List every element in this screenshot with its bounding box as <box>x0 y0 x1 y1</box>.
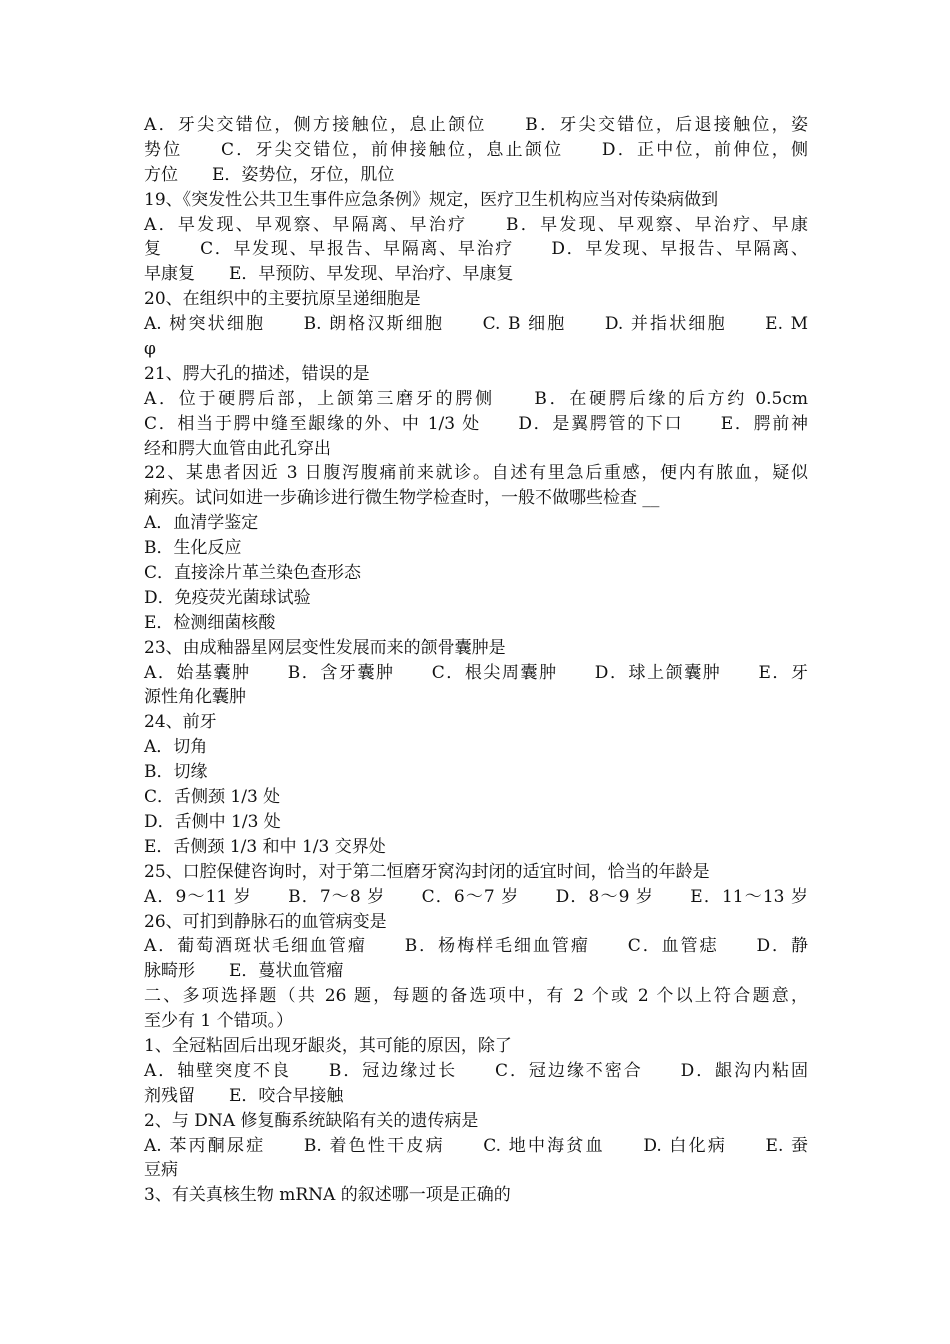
text-line: 痢疾。试问如进一步确诊进行微生物学检查时，一般不做哪些检查 __ <box>144 488 660 509</box>
text-line: A. 苯丙酮尿症 B. 着色性干皮病 C. 地中海贫血 D. 白化病 E. 蚕 <box>144 1135 808 1156</box>
document-body <box>144 113 808 1208</box>
text-line: A．始基囊肿 B．含牙囊肿 C．根尖周囊肿 D．球上颌囊肿 E．牙 <box>144 662 808 683</box>
text-line: 1、全冠粘固后出现牙龈炎，其可能的原因，除了 <box>144 1035 512 1056</box>
text-line: 剂残留 E．咬合早接触 <box>144 1085 344 1106</box>
text-line: 2、与 DNA 修复酶系统缺陷有关的遗传病是 <box>144 1110 479 1131</box>
text-line: B．切缘 <box>144 762 208 783</box>
text-line: C．相当于腭中缝至龈缘的外、中 1/3 处 D．是翼腭管的下口 E．腭前神 <box>144 413 808 434</box>
text-line: 26、可扪到静脉石的血管病变是 <box>144 911 387 932</box>
text-line: 早康复 E．早预防、早发现、早治疗、早康复 <box>144 264 514 285</box>
text-line: 势位 C．牙尖交错位，前伸接触位，息止颌位 D．正中位，前伸位，侧 <box>144 139 808 160</box>
text-line: A．牙尖交错位，侧方接触位，息止颌位 B．牙尖交错位，后退接触位，姿 <box>144 115 808 135</box>
text-line: A. 树突状细胞 B. 朗格汉斯细胞 C. B 细胞 D. 并指状细胞 E. M <box>144 314 808 335</box>
text-line: E．检测细菌核酸 <box>144 612 276 633</box>
text-line: E．舌侧颈 1/3 和中 1/3 交界处 <box>144 836 386 857</box>
text-line: B．生化反应 <box>144 538 242 559</box>
text-line: 19、《突发性公共卫生事件应急条例》规定，医疗卫生机构应当对传染病做到 <box>144 189 719 210</box>
text-line: A．切角 <box>144 737 208 758</box>
text-line: C．舌侧颈 1/3 处 <box>144 787 281 808</box>
text-line: 23、由成釉器星网层变性发展而来的颌骨囊肿是 <box>144 637 506 658</box>
text-line: A．9～11 岁 B．7～8 岁 C．6～7 岁 D．8～9 岁 E．11～13 岁 <box>144 886 808 907</box>
text-line: 豆病 <box>144 1160 178 1181</box>
text-line: 脉畸形 E．蔓状血管瘤 <box>144 961 344 982</box>
text-line: A．轴壁突度不良 B．冠边缘过长 C．冠边缘不密合 D．龈沟内粘固 <box>144 1060 808 1081</box>
text-line: 源性角化囊肿 <box>144 687 246 708</box>
text-line: 24、前牙 <box>144 712 217 733</box>
text-line: A．葡萄酒斑状毛细血管瘤 B．杨梅样毛细血管瘤 C．血管痣 D．静 <box>144 936 808 957</box>
text-line: 至少有 1 个错项。） <box>144 1011 294 1032</box>
text-line: A．位于硬腭后部，上颌第三磨牙的腭侧 B．在硬腭后缘的后方约 0.5cm <box>144 388 808 409</box>
text-line: A．早发现、早观察、早隔离、早治疗 B．早发现、早观察、早治疗、早康 <box>144 214 808 235</box>
text-line: 3、有关真核生物 mRNA 的叙述哪一项是正确的 <box>144 1185 511 1206</box>
text-line: φ <box>144 339 156 360</box>
text-line: D．免疫荧光菌球试验 <box>144 587 311 608</box>
text-line: 21、腭大孔的描述，错误的是 <box>144 363 370 384</box>
text-line: 方位 E．姿势位，牙位，肌位 <box>144 164 395 185</box>
text-line: 20、在组织中的主要抗原呈递细胞是 <box>144 289 421 310</box>
text-line: D．舌侧中 1/3 处 <box>144 811 281 832</box>
text-line: 22、某患者因近 3 日腹泻腹痛前来就诊。自述有里急后重感，便内有脓血，疑似 <box>144 463 808 484</box>
text-line: 25、口腔保健咨询时，对于第二恒磨牙窝沟封闭的适宜时间，恰当的年龄是 <box>144 861 710 882</box>
text-line: 经和腭大血管由此孔穿出 <box>144 438 331 459</box>
text-line: 二、多项选择题（共 26 题，每题的备选项中，有 2 个或 2 个以上符合题意， <box>144 986 808 1007</box>
text-line: A．血清学鉴定 <box>144 513 259 534</box>
text-line: 复 C．早发现、早报告、早隔离、早治疗 D．早发现、早报告、早隔离、 <box>144 239 808 260</box>
text-line: C．直接涂片革兰染色查形态 <box>144 563 362 584</box>
